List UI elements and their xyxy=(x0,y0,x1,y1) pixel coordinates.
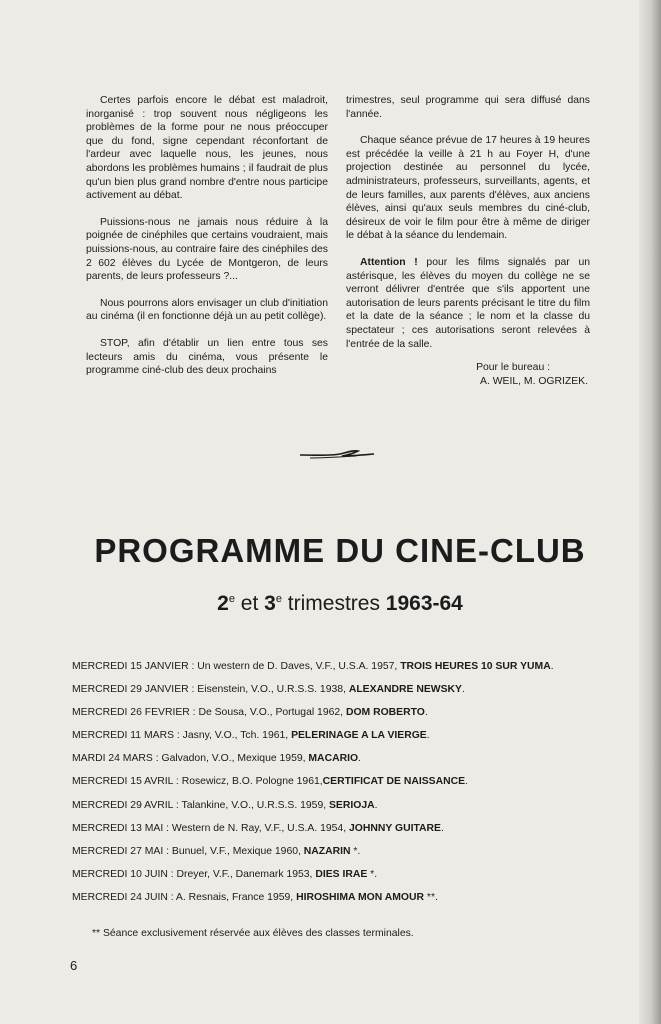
program-item xyxy=(72,845,612,859)
program-item-end: . xyxy=(374,799,378,811)
program-item-desc: MERCREDI 10 JUIN : Dreyer, V.F., Danemark 1953, xyxy=(72,868,316,880)
page-edge-shadow xyxy=(639,0,661,1024)
program-item-desc: MERCREDI 13 MAI : Western de N. Ray, V.F., U.S.A. 1954, xyxy=(72,822,349,834)
subtitle-and: et xyxy=(234,592,265,615)
attention-label: Attention ! xyxy=(360,256,418,268)
program-item-end: **. xyxy=(424,891,438,903)
program-item-film: DIES IRAE xyxy=(315,868,368,880)
paragraph: Certes parfois encore le débat est maladroit, inorganisé : trop souvent nous négligeons les problèmes de la forme pour ne nous préoccuper que du fond, signe cependant réconfortant de l'ardeur avec laquelle nous, les jeunes, nous abordons les problèmes humains ; il faudrait de plus qu'un bien plus grand nombre d'entre nous participe activement au débat. xyxy=(86,95,328,202)
right-text-column xyxy=(346,94,590,388)
program-item-film: MACARIO xyxy=(308,753,359,765)
program-item-desc: MARDI 24 MARS : Galvadon, V.O., Mexique 1959, xyxy=(72,753,309,765)
program-item-end: . xyxy=(550,661,554,672)
program-item-film: SERIOJA xyxy=(329,799,375,811)
program-item xyxy=(72,752,612,766)
page-number: 6 xyxy=(70,958,78,973)
program-item-desc: MERCREDI 24 JUIN : A. Resnais, France 1959, xyxy=(72,891,297,903)
program-item-film: JOHNNY GUITARE xyxy=(349,822,441,834)
program-item-desc: MERCREDI 29 JANVIER : Eisenstein, V.O., U.R.S.S. 1938, xyxy=(72,684,349,696)
attention-text: pour les films signalés par un astérisque, les élèves du moyen du collège ne se verront délivrer d'entrée que s'ils apportent une autorisation de leurs parents précisant le titre du film et la date de la séance ; le nom et la classe du spectateur ; ces autorisations seront relevées à l'entrée de la salle. xyxy=(346,256,590,350)
program-item-desc: MERCREDI 27 MAI : Bunuel, V.F., Mexique 1960, xyxy=(72,845,304,857)
ornament-divider-icon xyxy=(296,444,376,464)
footnote: ** Séance exclusivement réservée aux élèves des classes terminales. xyxy=(92,928,414,939)
program-item-film: NAZARIN xyxy=(303,845,351,857)
program-item-film: CERTIFICAT DE NAISSANCE xyxy=(322,776,466,788)
program-item-end: . xyxy=(358,753,361,765)
paragraph: STOP, afin d'établir un lien entre tous ses lecteurs amis du cinéma, vous présente le programme ciné-club des deux prochains xyxy=(86,337,328,377)
paragraph: Nous pourrons alors envisager un club d'initiation au cinéma (il en fonctionne déjà un au petit collège). xyxy=(86,297,328,323)
program-item-desc: MERCREDI 11 MARS : Jasny, V.O., Tch. 1961, xyxy=(72,730,292,742)
program-item-desc: MERCREDI 29 AVRIL : Talankine, V.O., U.R.S.S. 1959, xyxy=(72,799,329,811)
program-item-end: *. xyxy=(350,845,361,857)
page-title: PROGRAMME DU CINE-CLUB xyxy=(94,532,586,569)
program-item-film: HIROSHIMA MON AMOUR xyxy=(296,891,425,903)
program-item-end: . xyxy=(424,707,428,719)
page-subtitle xyxy=(70,592,610,616)
signature xyxy=(346,361,590,388)
program-item-desc: MERCREDI 15 AVRIL : Rosewicz, B.O. Pologne 1961, xyxy=(72,776,323,788)
program-item-film: TROIS HEURES 10 SUR YUMA xyxy=(400,661,551,672)
program-list xyxy=(72,660,612,914)
program-item-end: . xyxy=(465,776,468,788)
subtitle-term-2: 2 xyxy=(217,592,229,615)
paragraph: Puissions-nous ne jamais nous réduire à la poignée de cinéphiles que certains voudraient, mais puissions-nous, au contraire faire des cinéphiles des 2 602 élèves du Lycée de Montgeron, de leurs parents, de leurs professeurs ?... xyxy=(86,216,328,283)
program-item-film: PELERINAGE A LA VIERGE xyxy=(291,730,427,742)
program-item xyxy=(72,660,612,674)
subtitle-text: trimestres xyxy=(281,592,386,615)
program-item xyxy=(72,868,612,882)
program-item-end: *. xyxy=(367,868,378,880)
program-item xyxy=(72,706,612,720)
subtitle-years: 1963-64 xyxy=(385,592,463,615)
program-item-desc: MERCREDI 15 JANVIER : Un western de D. Daves, V.F., U.S.A. 1957, xyxy=(72,661,401,672)
attention-paragraph xyxy=(346,256,590,351)
program-item xyxy=(72,799,612,813)
paragraph: trimestres, seul programme qui sera diffusé dans l'année. xyxy=(346,95,590,120)
paragraph: Chaque séance prévue de 17 heures à 19 heures est précédée la veille à 21 h au Foyer H, d'une projection destinée au personnel du lycée, administrateurs, professeurs, surveillants, agents, et de leurs familles, aux parents d'élèves, aux anciens élèves, ainsi qu'aux seuls membres du ciné-club, désireux de voir le film pour être à même de diriger le débat à la séance du lendemain. xyxy=(346,135,590,242)
program-item-film: ALEXANDRE NEWSKY xyxy=(348,684,462,696)
program-item xyxy=(72,891,612,905)
program-item xyxy=(72,683,612,697)
subtitle-sup: e xyxy=(275,593,282,605)
program-item-film: DOM ROBERTO xyxy=(345,707,425,719)
subtitle-term-3: 3 xyxy=(264,592,276,615)
signature-names: A. WEIL, M. OGRIZEK. xyxy=(480,375,588,387)
left-text-column xyxy=(86,94,328,378)
program-item xyxy=(72,822,612,836)
program-item xyxy=(72,775,612,789)
program-item-end: . xyxy=(441,822,444,834)
signature-line: Pour le bureau : xyxy=(476,362,550,374)
program-item-end: . xyxy=(461,684,465,696)
program-item-end: . xyxy=(426,730,430,742)
program-item xyxy=(72,729,612,743)
subtitle-sup: e xyxy=(228,593,235,605)
program-item-desc: MERCREDI 26 FEVRIER : De Sousa, V.O., Portugal 1962, xyxy=(72,707,346,719)
